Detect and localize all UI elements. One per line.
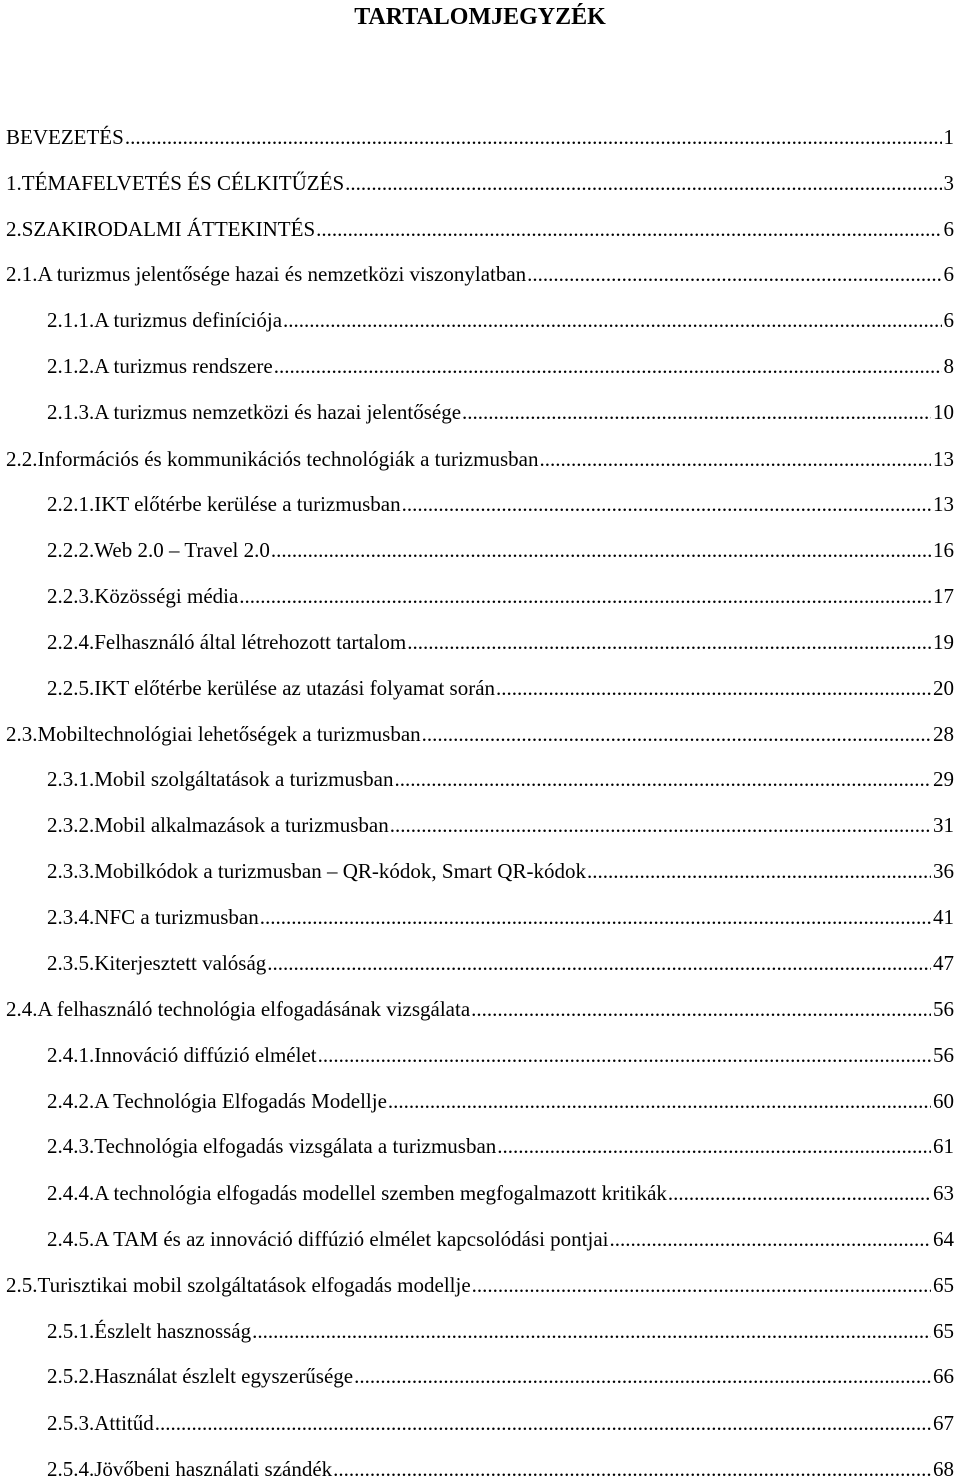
toc-entry-page: 41 xyxy=(933,905,954,929)
toc-entry-title: A turizmus rendszere xyxy=(94,354,273,378)
toc-entry-page: 16 xyxy=(933,538,954,562)
toc-entry-title: Jövőbeni használati szándék xyxy=(94,1457,333,1481)
toc-entry[interactable] xyxy=(6,259,954,289)
toc-leader-dots xyxy=(610,1224,931,1254)
toc-entry[interactable] xyxy=(47,764,954,794)
toc-entry-number: 2.2.4. xyxy=(47,630,95,654)
toc-leader-dots xyxy=(422,719,931,749)
toc-entry-page: 17 xyxy=(933,584,954,608)
toc-entry[interactable] xyxy=(6,1270,954,1300)
toc-leader-dots xyxy=(274,351,942,381)
toc-entry[interactable] xyxy=(47,1408,954,1438)
toc-entry-page: 36 xyxy=(933,859,954,883)
toc-entry-title: Turisztikai mobil szolgáltatások elfogadás modellje xyxy=(37,1273,471,1297)
toc-leader-dots xyxy=(239,581,931,611)
toc-entry-title: Technológia elfogadás vizsgálata a turizmusban xyxy=(94,1134,497,1158)
toc-entry-title: Mobiltechnológiai lehetőségek a turizmusban xyxy=(37,722,421,746)
toc-leader-dots xyxy=(260,902,931,932)
toc-entry[interactable] xyxy=(47,397,954,427)
toc-leader-dots xyxy=(252,1316,931,1346)
toc-entry-number: 2.5.1. xyxy=(47,1319,95,1343)
toc-entry-page: 20 xyxy=(933,676,954,700)
toc-entry-title: A Technológia Elfogadás Modellje xyxy=(94,1089,387,1113)
toc-entry-number: 2.4.5. xyxy=(47,1227,95,1251)
toc-entry-page: 3 xyxy=(943,171,954,195)
toc-entry-title: A felhasználó technológia elfogadásának vizsgálata xyxy=(37,997,471,1021)
toc-entry[interactable] xyxy=(47,856,954,886)
toc-leader-dots xyxy=(496,673,931,703)
toc-leader-dots xyxy=(539,444,931,474)
toc-entry-page: 13 xyxy=(933,492,954,516)
toc-entry[interactable] xyxy=(47,1131,954,1161)
toc-entry-number: 2.2.1. xyxy=(47,492,95,516)
toc-leader-dots xyxy=(125,122,942,152)
toc-entry-title: A technológia elfogadás modellel szemben megfogalmazott kritikák xyxy=(94,1181,667,1205)
toc-entry-title: IKT előtérbe kerülése a turizmusban xyxy=(94,492,401,516)
toc-entry-number: 2.4. xyxy=(6,997,38,1021)
toc-entry-page: 28 xyxy=(933,722,954,746)
toc-entry[interactable] xyxy=(47,902,954,932)
toc-entry-page: 13 xyxy=(933,447,954,471)
toc-entry-page: 61 xyxy=(933,1134,954,1158)
toc-entry[interactable] xyxy=(47,1086,954,1116)
toc-entry-title: TÉMAFELVETÉS ÉS CÉLKITŰZÉS xyxy=(21,171,345,195)
toc-entry[interactable] xyxy=(47,489,954,519)
toc-leader-dots xyxy=(345,168,941,198)
toc-entry-page: 6 xyxy=(943,217,954,241)
toc-entry-page: 31 xyxy=(933,813,954,837)
toc-leader-dots xyxy=(354,1361,931,1391)
toc-entry-title: Mobilkódok a turizmusban – QR-kódok, Smart QR-kódok xyxy=(94,859,586,883)
toc-entry[interactable] xyxy=(47,351,954,381)
toc-entry-title: A turizmus nemzetközi és hazai jelentősége xyxy=(94,400,462,424)
toc-leader-dots xyxy=(472,1270,931,1300)
toc-entry-title: Észlelt hasznosság xyxy=(94,1319,252,1343)
toc-entry-number: 2.1. xyxy=(6,262,38,286)
toc-leader-dots xyxy=(318,1040,931,1070)
toc-leader-dots xyxy=(155,1408,931,1438)
toc-entry-page: 10 xyxy=(933,400,954,424)
toc-leader-dots xyxy=(271,535,931,565)
toc-entry-page: 63 xyxy=(933,1181,954,1205)
toc-entry-title: Információs és kommunikációs technológiák a turizmusban xyxy=(37,447,539,471)
toc-entry[interactable] xyxy=(6,994,954,1024)
toc-entry-number: 2.4.1. xyxy=(47,1043,95,1067)
toc-entry[interactable] xyxy=(47,1316,954,1346)
toc-leader-dots xyxy=(283,305,941,335)
toc-entry-page: 67 xyxy=(933,1411,954,1435)
toc-leader-dots xyxy=(462,397,931,427)
toc-entry-page: 8 xyxy=(943,354,954,378)
toc-leader-dots xyxy=(388,1086,931,1116)
toc-entry[interactable] xyxy=(6,122,954,152)
toc-entry-page: 66 xyxy=(933,1364,954,1388)
toc-entry[interactable] xyxy=(47,1224,954,1254)
toc-entry-page: 60 xyxy=(933,1089,954,1113)
toc-entry[interactable] xyxy=(47,1040,954,1070)
toc-leader-dots xyxy=(267,948,931,978)
toc-entry-page: 56 xyxy=(933,997,954,1021)
toc-entry-number: 2.5.2. xyxy=(47,1364,95,1388)
toc-leader-dots xyxy=(316,214,941,244)
toc-entry-number: 2.2.5. xyxy=(47,676,95,700)
toc-entry-title: Felhasználó által létrehozott tartalom xyxy=(94,630,407,654)
page-title: TARTALOMJEGYZÉK xyxy=(354,4,606,30)
toc-entry[interactable] xyxy=(6,719,954,749)
toc-entry-title: A turizmus jelentősége hazai és nemzetközi viszonylatban xyxy=(37,262,527,286)
toc-entry-number: 1. xyxy=(6,171,22,195)
toc-entry-page: 6 xyxy=(943,262,954,286)
toc-entry-number: 2.2.3. xyxy=(47,584,95,608)
toc-entry-title: SZAKIRODALMI ÁTTEKINTÉS xyxy=(21,217,316,241)
toc-leader-dots xyxy=(668,1178,931,1208)
toc-entry-page: 1 xyxy=(943,125,954,149)
toc-entry-number: 2.3.1. xyxy=(47,767,95,791)
toc-entry-title: Innováció diffúzió elmélet xyxy=(94,1043,317,1067)
toc-entry-number: 2.3.5. xyxy=(47,951,95,975)
toc-entry[interactable] xyxy=(47,1178,954,1208)
toc-leader-dots xyxy=(407,627,931,657)
toc-entry-title: IKT előtérbe kerülése az utazási folyamat során xyxy=(94,676,496,700)
toc-entry-title: A turizmus definíciója xyxy=(94,308,283,332)
toc-leader-dots xyxy=(527,259,941,289)
toc-entry-page: 68 xyxy=(933,1457,954,1481)
toc-entry-number: 2.5.3. xyxy=(47,1411,95,1435)
toc-entry-title: NFC a turizmusban xyxy=(94,905,259,929)
toc-entry-title: A TAM és az innováció diffúzió elmélet kapcsolódási pontjai xyxy=(94,1227,609,1251)
toc-entry-number: 2.2.2. xyxy=(47,538,95,562)
toc-entry-page: 47 xyxy=(933,951,954,975)
toc-entry-title: Mobil szolgáltatások a turizmusban xyxy=(94,767,394,791)
toc-leader-dots xyxy=(497,1131,931,1161)
toc-entry[interactable] xyxy=(47,1454,954,1484)
toc-leader-dots xyxy=(471,994,931,1024)
toc-entry-number: 2.1.1. xyxy=(47,308,95,332)
toc-leader-dots xyxy=(333,1454,931,1484)
toc-entry[interactable] xyxy=(47,673,954,703)
toc-entry-page: 29 xyxy=(933,767,954,791)
toc-entry-page: 6 xyxy=(943,308,954,332)
toc-entry-number: 2.4.4. xyxy=(47,1181,95,1205)
toc-entry[interactable] xyxy=(47,948,954,978)
toc-leader-dots xyxy=(390,810,931,840)
toc-entry-page: 56 xyxy=(933,1043,954,1067)
toc-leader-dots xyxy=(394,764,931,794)
toc-entry[interactable] xyxy=(47,1361,954,1391)
toc-entry-number: 2.3.4. xyxy=(47,905,95,929)
toc-entry-title: BEVEZETÉS xyxy=(6,125,124,149)
toc-entry-number: 2.2. xyxy=(6,447,38,471)
toc-leader-dots xyxy=(402,489,931,519)
toc-entry-title: Használat észlelt egyszerűsége xyxy=(94,1364,354,1388)
toc-entry[interactable] xyxy=(6,444,954,474)
toc-entry-number: 2.3.3. xyxy=(47,859,95,883)
toc-entry-title: Mobil alkalmazások a turizmusban xyxy=(94,813,389,837)
toc-entry-number: 2.1.2. xyxy=(47,354,95,378)
toc-entry[interactable] xyxy=(47,305,954,335)
toc-entry[interactable] xyxy=(47,535,954,565)
toc-entry-title: Közösségi média xyxy=(94,584,239,608)
toc-entry-number: 2.3. xyxy=(6,722,38,746)
toc-entry-page: 64 xyxy=(933,1227,954,1251)
toc-entry-page: 19 xyxy=(933,630,954,654)
toc-entry[interactable] xyxy=(47,810,954,840)
toc-entry-number: 2.1.3. xyxy=(47,400,95,424)
toc-entry-page: 65 xyxy=(933,1319,954,1343)
toc-entry[interactable] xyxy=(47,581,954,611)
toc-leader-dots xyxy=(587,856,931,886)
toc-entry-number: 2.3.2. xyxy=(47,813,95,837)
toc-entry-number: 2.5. xyxy=(6,1273,38,1297)
toc-entry-title: Kiterjesztett valóság xyxy=(94,951,267,975)
toc-entry[interactable] xyxy=(6,214,954,244)
toc-entry-title: Web 2.0 – Travel 2.0 xyxy=(94,538,270,562)
toc-entry[interactable] xyxy=(6,168,954,198)
toc-entry-number: 2.4.3. xyxy=(47,1134,95,1158)
toc-entry-number: 2.4.2. xyxy=(47,1089,95,1113)
toc-entry[interactable] xyxy=(47,627,954,657)
toc-entry-title: Attitűd xyxy=(94,1411,154,1435)
toc-entry-number: 2.5.4. xyxy=(47,1457,95,1481)
toc-entry-number: 2. xyxy=(6,217,22,241)
toc-entry-page: 65 xyxy=(933,1273,954,1297)
